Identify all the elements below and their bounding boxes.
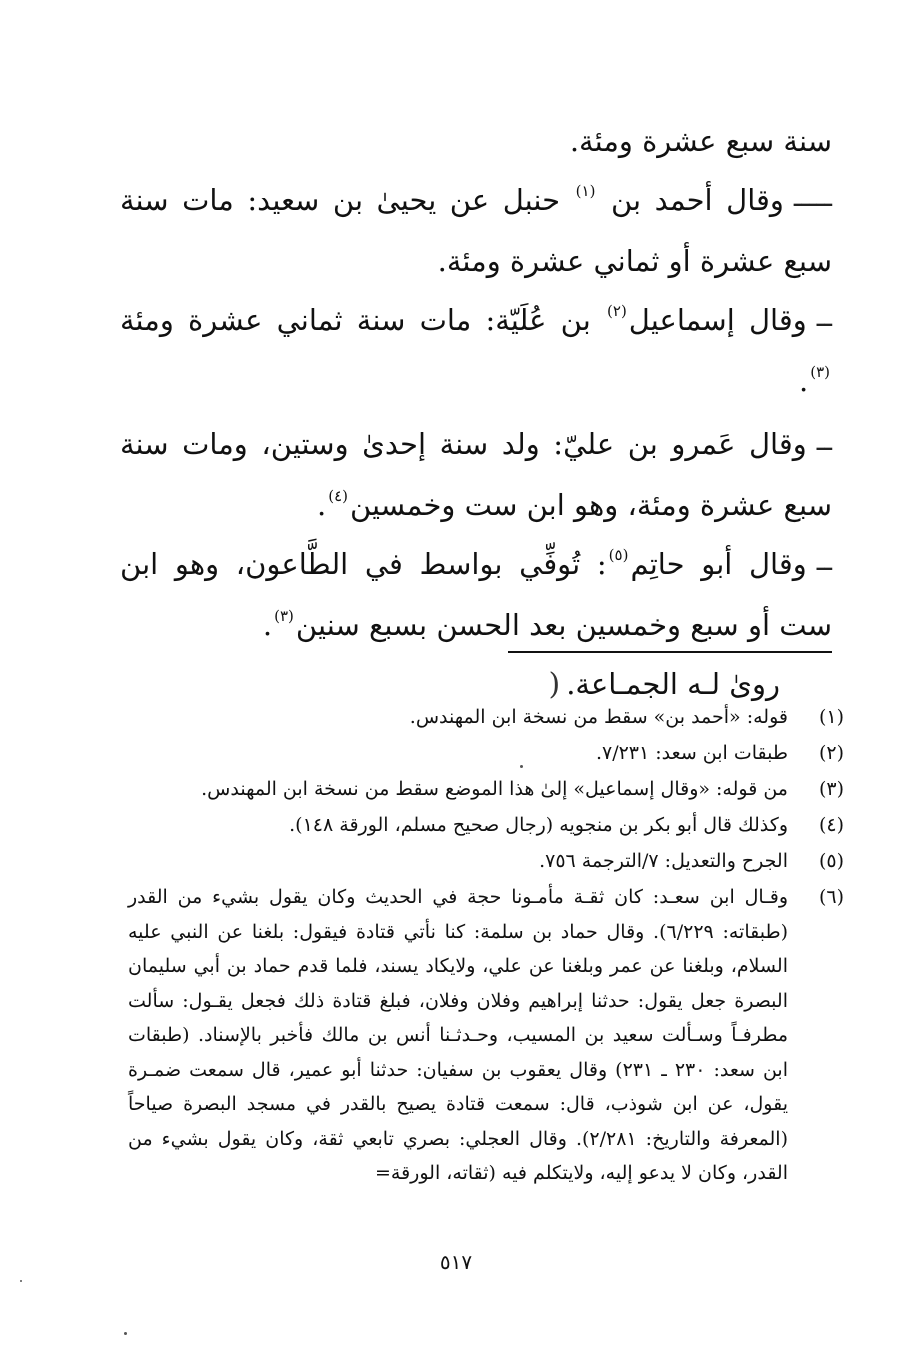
paragraph-2 xyxy=(120,171,832,291)
footnote-1 xyxy=(128,700,844,734)
footnote-6 xyxy=(128,880,844,1191)
scan-speck xyxy=(20,1280,22,1282)
margin-mark-icon: ــ xyxy=(816,547,832,577)
paragraph-2-text-a: وقال أحمد بن xyxy=(610,183,784,217)
paragraph-5-text-c: . xyxy=(262,608,273,642)
margin-mark-icon: ــ xyxy=(816,427,832,457)
margin-mark-icon: ـــــ xyxy=(793,183,832,213)
footnote-text: قوله: «أحمد بن» سقط من نسخة ابن المهندس. xyxy=(409,706,788,728)
footnote-4 xyxy=(128,808,844,842)
footnote-text: وكذلك قال أبو بكر بن منجويه (رجال صحيح مسلم، الورقة ١٤٨). xyxy=(289,814,788,836)
footnote-text: وقـال ابن سعـد: كان ثقـة مأمـونا حجة في الحديث وكان يقول بشيء من القدر (طبقاته: ٦/٢٢٩). وقال حماد بن سلمة: كنا نأتي قتادة فيقول: بلغنا عن النبي عليه السلام، وبلغنا عن عمر وبلغنا عن علي، ولايكاد يسند، فلما قدم حماد بن أبي سليمان البصرة جعل يقول: حدثنا إبراهيم وفلان وفلان، فبلغ قتادة ذلك فجعل يقـول: سألت مطرفـاً وسـألت سعيد بن المسيب، وحـدثـنا أنس بن مالك فأخبر بالإسناد. (طبقات ابن سعد: ٢٣٠ ـ ٢٣١) وقال يعقوب بن سفيان: حدثنا أبو عمير، قال سمعت ضمـرة يقول، عن ابن شوذب، قال: سمعت قتادة يصيح بالقدر في مسجد البصرة صياحاً (المعرفة والتاريخ: ٢/٢٨١). وقال العجلي: بصري تابعي ثقة، وكان يقول بشيء من القدر، وكان لا يدعو إليه، ولايتكلم فيه (ثقاته، الورقة= xyxy=(128,886,788,1184)
footnote-ref: (٣) xyxy=(810,363,830,381)
paragraph-5-text-a: وقال أبو حاتِم xyxy=(630,547,807,581)
footnote-ref: (٢) xyxy=(607,302,627,320)
footnote-ref: (١) xyxy=(575,182,596,200)
footnote-ref: (٤) xyxy=(328,487,348,505)
scan-speck xyxy=(520,765,523,768)
paragraph-2-text-b: حنبل عن يحيىٰ بن سعيد: مات سنة سبع عشرة أو ثماني عشرة ومئة. xyxy=(120,183,832,278)
paragraph-3-text-b: بن عُلَيّة: مات سنة ثماني عشرة ومئة xyxy=(120,303,591,337)
paragraph-3 xyxy=(120,291,832,411)
footnote-number: (٣) xyxy=(818,778,844,800)
footnote-3 xyxy=(128,772,844,806)
paragraph-4-text-b: . xyxy=(316,488,327,522)
footnote-number: (٥) xyxy=(818,850,844,872)
paragraph-3-text-a: وقال إسماعيل xyxy=(628,303,807,337)
paragraph-5-text-b: : تُوفِّي بواسط في الطَّاعون، وهو ابن ست أو سبع وخمسين بعد الحسن بسبع سنين xyxy=(120,547,832,642)
footnote-separator xyxy=(508,651,832,653)
bracket-mark-icon: ( xyxy=(548,667,561,702)
paragraph-4 xyxy=(120,415,832,535)
paragraph-1-text: سنة سبع عشرة ومئة. xyxy=(569,124,832,158)
footnote-number: (٤) xyxy=(818,814,844,836)
scan-speck xyxy=(124,1332,127,1335)
footnote-number: (٦) xyxy=(818,886,844,908)
footnote-number: (١) xyxy=(818,706,844,728)
footnote-number: (٢) xyxy=(818,742,844,764)
paragraph-6-text: روىٰ لـه الجمـاعة. xyxy=(566,667,780,701)
footnote-2 xyxy=(128,736,844,770)
paragraph-3-text-c: . xyxy=(799,364,809,398)
footnote-ref: (٥) xyxy=(608,546,629,564)
paragraph-1 xyxy=(120,112,832,171)
footnote-ref: (٣) xyxy=(274,607,294,625)
margin-mark-icon: ــ xyxy=(816,303,832,333)
paragraph-5 xyxy=(120,535,832,655)
footnote-text: طبقات ابن سعد: ٧/٢٣١. xyxy=(595,742,788,764)
page-number: ٥١٧ xyxy=(439,1250,473,1274)
main-text xyxy=(120,112,832,714)
paragraph-4-text-a: وقال عَمرو بن عليّ: ولد سنة إحدىٰ وستين، ومات سنة سبع عشرة ومئة، وهو ابن ست وخمسين xyxy=(120,427,832,522)
footnote-5 xyxy=(128,844,844,878)
footnotes xyxy=(128,700,844,1193)
footnote-text: الجرح والتعديل: ٧/الترجمة ٧٥٦. xyxy=(539,850,788,872)
footnote-text: من قوله: «وقال إسماعيل» إلىٰ هذا الموضع سقط من نسخة ابن المهندس. xyxy=(201,778,788,800)
